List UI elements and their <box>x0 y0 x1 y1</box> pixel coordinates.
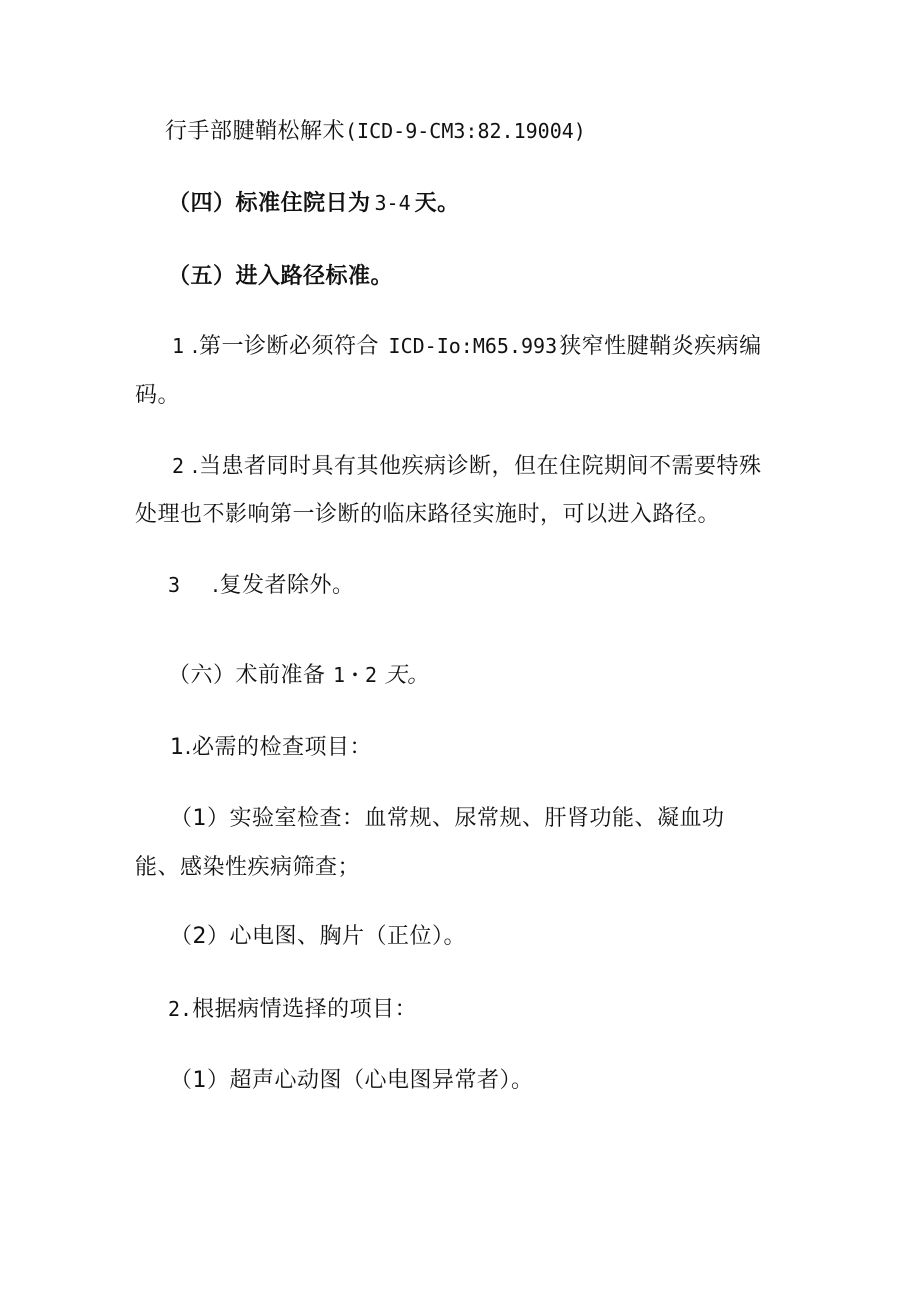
item-1-continuation <box>135 381 180 411</box>
required-sub-1-text: （1）实验室检查：血常规、尿常规、肝肾功能、凝血功 <box>170 806 725 831</box>
item-1-code: ICD-Io:M65.993 <box>388 334 558 358</box>
required-sub-2-text: （2）心电图、胸片（正位）。 <box>170 924 466 949</box>
section-4-range: 3-4 <box>374 191 411 215</box>
surgery-code: (ICD-9-CM3:82.19004) <box>345 119 586 143</box>
section-6-label: （六）术前准备 <box>168 663 326 688</box>
item-2-text: .当患者同时具有其他疾病诊断，但在住院期间不需要特殊 <box>191 454 762 479</box>
item-1-cont-text: 码。 <box>135 383 181 408</box>
required-exams-heading <box>170 733 372 763</box>
required-exams-text: 1.必需的检查项目： <box>170 735 372 760</box>
item-1-line <box>172 331 762 362</box>
item-1-number: 1 <box>172 334 185 358</box>
required-sub-1-cont-text: 能、感染性疾病筛查； <box>135 855 361 880</box>
section-4-tail: 天。 <box>414 191 460 216</box>
required-sub-1 <box>170 804 725 834</box>
section-4-heading <box>168 188 460 219</box>
optional-exams-number: 2. <box>168 997 193 1021</box>
section-6-heading <box>168 660 430 691</box>
optional-exams-heading <box>168 994 417 1025</box>
required-sub-1-continuation <box>135 853 360 883</box>
item-2-cont-text: 处理也不影响第一诊断的临床路径实施时，可以进入路径。 <box>135 502 721 527</box>
item-3-number: 3 <box>168 573 181 597</box>
item-1-text-b: 狭窄性腱鞘炎疾病编 <box>559 334 762 359</box>
section-6-tail: 天。 <box>384 663 430 688</box>
item-2-continuation <box>135 500 720 530</box>
surgery-text: 行手部腱鞘松解术 <box>165 119 346 144</box>
section-4-label: （四）标准住院日为 <box>168 191 371 216</box>
item-2-number: 2 <box>172 454 185 478</box>
section-6-range: 1・2 <box>333 663 378 687</box>
optional-sub-1-text: （1）超声心动图（心电图异常者）。 <box>170 1068 534 1093</box>
section-5-heading <box>168 262 393 292</box>
item-1-text-a: .第一诊断必须符合 <box>191 334 380 359</box>
item-3-text: .复发者除外。 <box>212 573 355 598</box>
optional-sub-1 <box>170 1066 534 1096</box>
surgery-line <box>165 116 586 147</box>
item-2-line <box>172 451 762 482</box>
item-3-line <box>168 570 355 601</box>
optional-exams-text: 根据病情选择的项目： <box>192 997 418 1022</box>
section-5-text: （五）进入路径标准。 <box>168 264 394 289</box>
required-sub-2 <box>170 922 466 952</box>
